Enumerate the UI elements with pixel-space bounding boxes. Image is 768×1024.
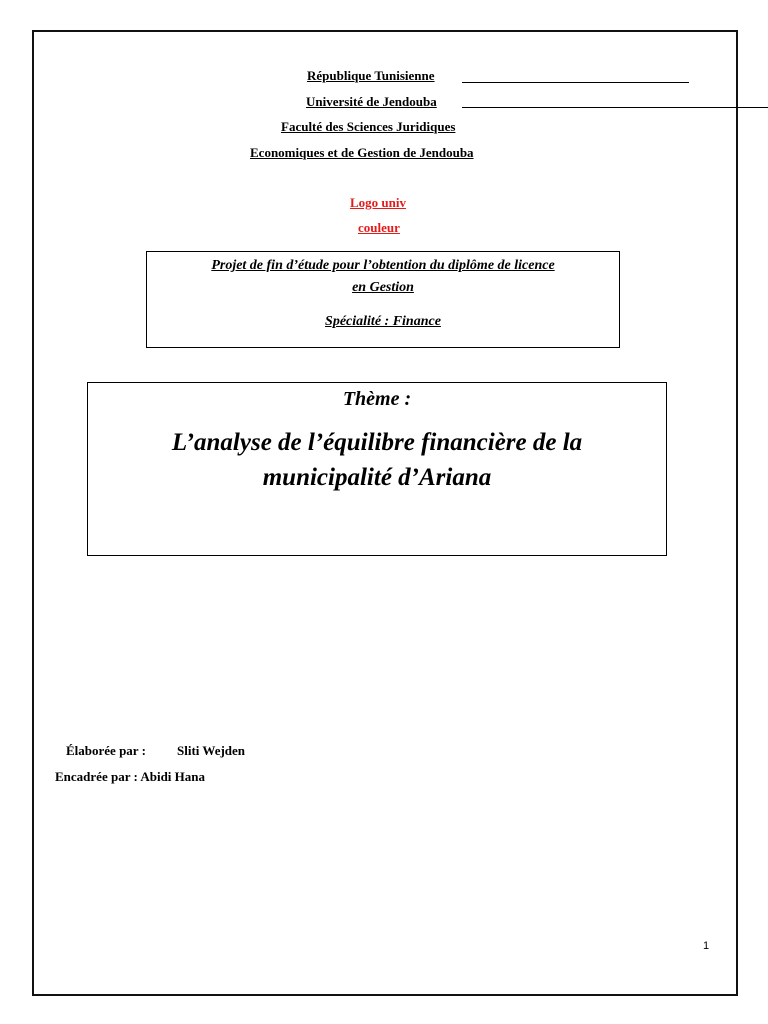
page-number: 1	[703, 940, 710, 952]
theme-box	[87, 382, 667, 556]
header-faculty-line2: Economiques et de Gestion de Jendouba	[250, 145, 474, 160]
project-line2: en Gestion	[352, 280, 414, 295]
project-speciality: Spécialité : Finance	[325, 314, 441, 329]
logo-placeholder-line1: Logo univ	[350, 195, 406, 210]
header-country: République Tunisienne	[307, 68, 435, 83]
header-faculty-line1: Faculté des Sciences Juridiques	[281, 119, 456, 134]
header-university-rule	[462, 107, 768, 108]
theme-title-line1: L’analyse de l’équilibre financière de la	[171, 429, 583, 456]
theme-label: Thème :	[342, 388, 412, 410]
encadree-line: Encadrée par : Abidi Hana	[55, 769, 206, 784]
logo-placeholder-line2: couleur	[358, 220, 400, 235]
header-country-rule	[462, 82, 689, 83]
project-box	[146, 251, 620, 348]
elaboree-name: Sliti Wejden	[177, 743, 246, 758]
header-university: Université de Jendouba	[306, 94, 437, 109]
theme-title-line2: municipalité d’Ariana	[262, 464, 492, 491]
elaboree-label: Élaborée par :	[66, 743, 146, 758]
project-line1: Projet de fin d’étude pour l’obtention du diplôme de licence	[211, 258, 555, 273]
